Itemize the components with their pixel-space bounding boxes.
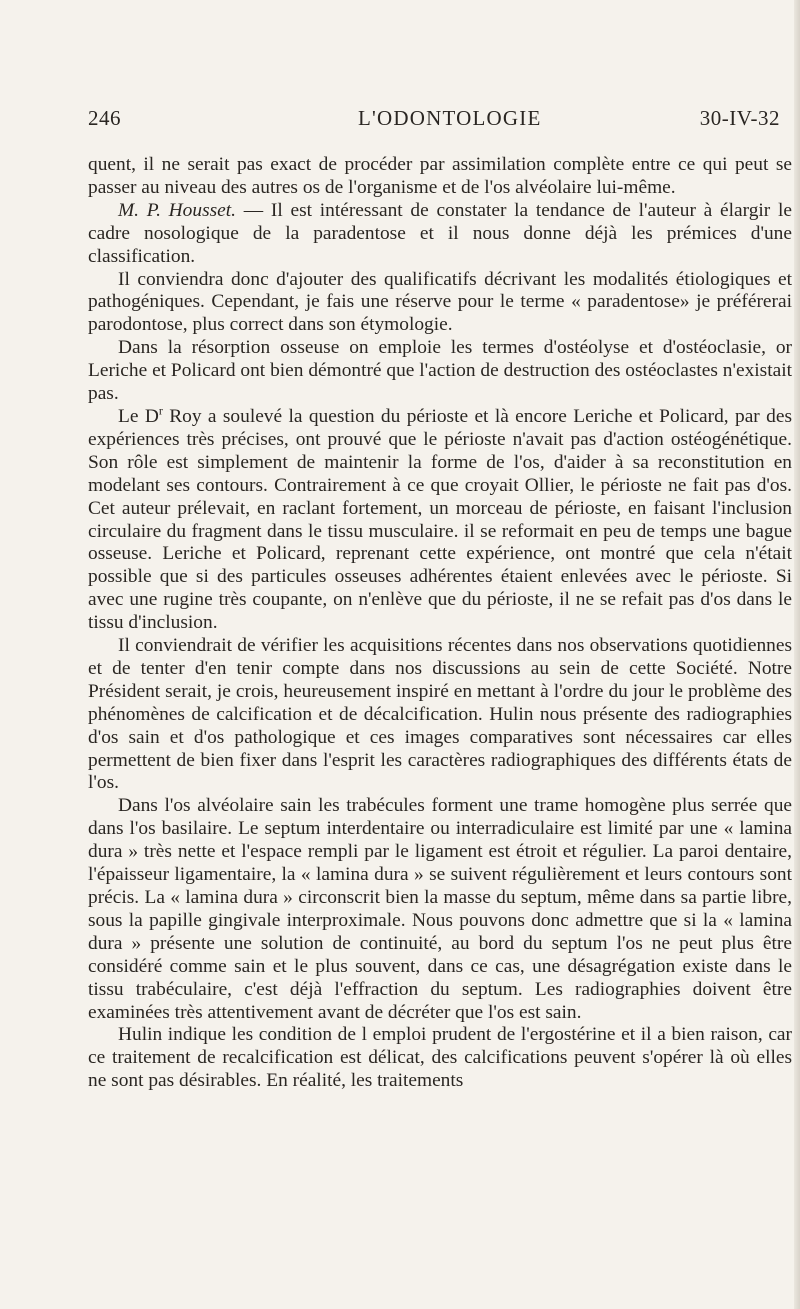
paragraph-4: Dans la résorption osseuse on emploie les termes d'ostéolyse et d'ostéoclasie, or Leriche et Policard ont bien démontré que l'action de destruction des ostéoclastes n'existait pas.	[88, 337, 792, 405]
speaker-name: M. P. Housset.	[118, 199, 236, 221]
running-header	[88, 106, 788, 136]
paragraph-5	[88, 403, 792, 635]
paragraph-6: Il conviendrait de vérifier les acquisitions récentes dans nos observations quotidiennes et de tenter d'en tenir compte dans nos discussions au sein de cette Société. Notre Président serait, je crois, heureusement inspiré en mettant à l'ordre du jour le problème des phénomènes de calcification et de décalcification. Hulin nous présente des radiographies d'os sain et d'os pathologique et ces images comparatives sont nécessaires car elles permettent de bien fixer dans l'esprit les caractères radiographiques des différents états de l'os.	[88, 635, 792, 794]
body-text	[88, 154, 792, 1093]
doctor-superscript: r	[158, 403, 163, 418]
paragraph-8: Hulin indique les condition de l emploi prudent de l'ergostérine et il a bien raison, car ce traitement de recalcification est délicat, des calcifications peuvent s'opérer là où elles ne sont pas désirables. En réalité, les traitements	[88, 1024, 792, 1092]
paragraph-2	[88, 200, 792, 269]
paragraph-1: quent, il ne serait pas exact de procéder par assimilation complète entre ce qui peut se passer au niveau des autres os de l'organisme et de l'os alvéolaire lui-même.	[88, 154, 792, 198]
paragraph-2-text: — Il est intéressant de constater la tendance de l'auteur à élargir le cadre nosologique de la paradentose et il nous donne déjà les prémices d'une classification.	[88, 199, 792, 267]
page-number: 246	[88, 106, 121, 130]
running-title: L'ODONTOLOGIE	[358, 106, 542, 130]
paragraph-7: Dans l'os alvéolaire sain les trabécules forment une trame homogène plus serrée que dans l'os basilaire. Le septum interdentaire ou interradiculaire est limité par une « lamina dura » très nette et l'espace rempli par le ligament est étroit et régulier. La paroi dentaire, l'épaisseur ligamentaire, la « lamina dura » se suivent régulièrement et leurs contours sont précis. La « lamina dura » circonscrit bien la masse du septum, même dans sa partie libre, sous la papille gingivale interproximale. Nous pouvons donc admettre que si la « lamina dura » présente une solution de continuité, au bord du septum l'os ne peut plus être considéré comme sain et le plus souvent, dans ce cas, une désagrégation existe dans le tissu trabéculaire, c'est déjà l'effraction du septum. Les radiographies doivent être examinées très attentivement avant de décréter que l'os est sain.	[88, 795, 792, 1023]
issue-date: 30-IV-32	[699, 106, 780, 130]
paragraph-3: Il conviendra donc d'ajouter des qualificatifs décrivant les modalités étiologiques et pathogéniques. Cependant, je fais une réserve pour le terme « paradentose» je préférerai parodontose, plus correct dans son étymologie.	[88, 268, 792, 336]
paragraph-5-start: Le D	[118, 405, 159, 427]
paragraph-5-rest: Roy a soulevé la question du périoste et là encore Leriche et Policard, par des expériences très précises, ont prouvé que le périoste n'avait pas d'action ostéogénétique. Son rôle est simplement de maintenir la forme de l'os, d'aider à sa reconstitution en modelant ses contours. Contrairement à ce que croyait Ollier, le périoste ne fait pas d'os. Cet auteur prélevait, en raclant fortement, un morceau de périoste, en faisant l'inclusion circulaire du fragment dans le tissu musculaire. il se reformait en peu de temps une bague osseuse. Leriche et Policard, reprenant cette expérience, ont montré que cela n'était possible que si des particules osseuses adhérentes étaient enlevées avec le périoste. Si avec une rugine très coupante, on n'enlève que du périoste, il ne se refait pas d'os dans le tissu d'inclusion.	[88, 405, 792, 634]
page-edge	[794, 0, 800, 1309]
